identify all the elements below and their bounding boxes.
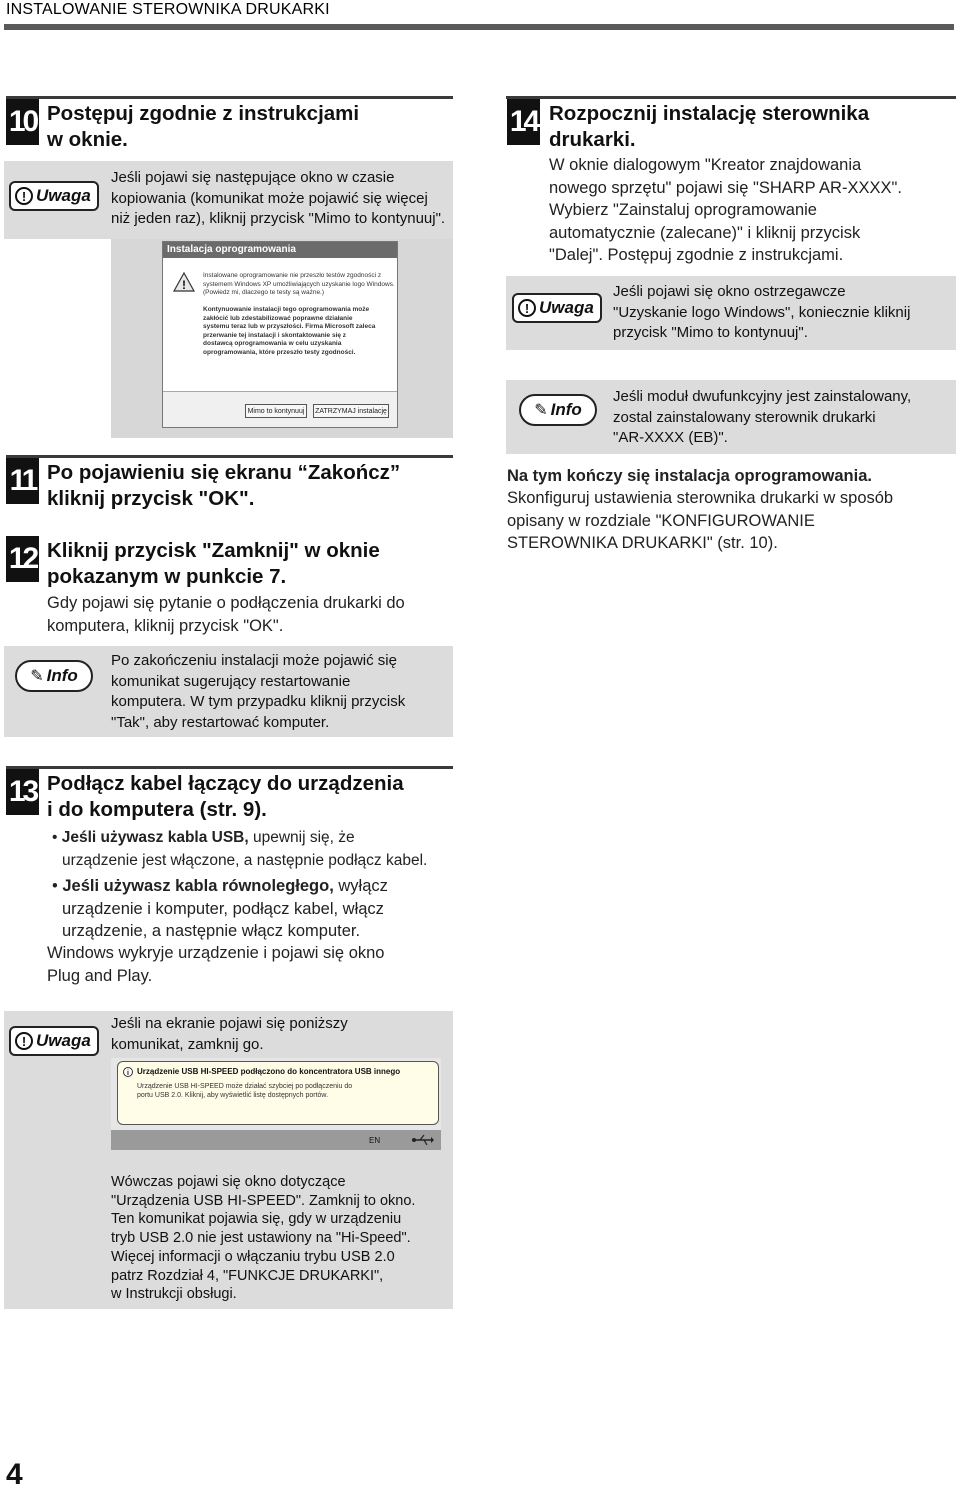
- step10-number: 10: [6, 99, 39, 145]
- note-line: kopiowania (komunikat może pojawić się więcej: [111, 189, 428, 207]
- uwaga-badge: [9, 1026, 99, 1056]
- dialog-line: oprogramowania, które przeszło testy zgodności.: [203, 348, 356, 356]
- step10-title-line: Postępuj zgodnie z instrukcjami: [47, 102, 360, 125]
- step13-bullet-usb: [52, 827, 427, 872]
- note-line: tryb USB 2.0 nie jest ustawiony na "Hi-Speed".: [111, 1230, 411, 1247]
- step14-title-line: drukarki.: [549, 128, 636, 151]
- body-line: STEROWNIKA DRUKARKI" (str. 10).: [507, 534, 778, 552]
- note-line: Jeśli pojawi się następujące okno w czasie: [111, 169, 395, 186]
- uwaga-badge: [9, 181, 99, 211]
- dialog-line: systemu teraz lub w przyszłości. Firma Microsoft zaleca: [203, 323, 376, 331]
- step14-title-line: Rozpocznij instalację sterownika: [549, 102, 870, 125]
- body-line: Skonfiguruj ustawienia sterownika drukarki w sposób: [507, 489, 894, 507]
- step12-title-line: Kliknij przycisk "Zamknij" w oknie: [47, 539, 380, 562]
- dialog-para-1: [203, 272, 395, 298]
- note-line: Wówczas pojawi się okno dotyczące: [111, 1174, 346, 1190]
- step11-title: [47, 460, 400, 512]
- bullet-line: urządzenie i komputer, podłącz kabel, włącz: [62, 899, 384, 918]
- step13-number: 13: [6, 769, 39, 815]
- dialog-line: dostawcą oprogramowania w celu uzyskania: [203, 340, 342, 348]
- dialog-line: (Powiedz mi, dlaczego te testy są ważne.): [203, 289, 325, 297]
- dialog-line: systemem Windows XP umożliwiających uzyskanie logo Windows.: [203, 280, 395, 288]
- body-line: Wybierz "Zainstaluj oprogramowanie: [549, 201, 817, 219]
- body-line: Windows wykryje urządzenie i pojawi się okno: [47, 944, 385, 962]
- note-line: zostal zainstalowany sterownik drukarki: [613, 408, 876, 426]
- bullet-line: • Jeśli używasz kabla USB, upewnij się, że: [52, 829, 355, 846]
- step13-title: [47, 771, 404, 823]
- continue-anyway-button[interactable]: Mimo to kontynuuj: [245, 404, 307, 418]
- note-line: przycisk "Mimo to kontynuuj".: [613, 324, 808, 341]
- uwaga-label: Uwaga: [539, 298, 594, 317]
- dialog-line: zakłócić lub zdestabilizować poprawne działanie: [203, 314, 353, 322]
- step11-rule: [6, 455, 453, 458]
- header-title: INSTALOWANIE STEROWNIKA DRUKARKI: [6, 1, 330, 18]
- bullet-bold: Jeśli używasz kabla USB,: [61, 829, 249, 846]
- note-line: "Uzyskanie logo Windows", koniecznie kliknij: [613, 303, 911, 321]
- step11-title-line: Po pojawieniu się ekranu “Zakończ”: [47, 461, 401, 484]
- step14-number: 14: [507, 99, 540, 145]
- body-line: W oknie dialogowym "Kreator znajdowania: [549, 156, 862, 174]
- note-line: "AR-XXXX (EB)".: [613, 429, 728, 446]
- note-line: Jeśli moduł dwufunkcyjny jest zainstalowany,: [613, 388, 912, 405]
- step12-title-line: pokazanym w punkcie 7.: [47, 565, 287, 588]
- exclamation-icon: !: [518, 299, 536, 317]
- body-line: Gdy pojawi się pytanie o podłączenia drukarki do: [47, 594, 405, 612]
- note-line: Ten komunikat pojawia się, gdy w urządzeniu: [111, 1211, 402, 1228]
- note-line: komunikat sugerujący restartowanie: [111, 672, 351, 690]
- note-line: komputera. W tym przypadku kliknij przycisk: [111, 693, 406, 710]
- note-line: "Tak", aby restartować komputer.: [111, 713, 330, 731]
- uwaga-label: Uwaga: [36, 186, 91, 205]
- step13-title-line: i do komputera (str. 9).: [47, 798, 267, 821]
- step14-title: [549, 101, 869, 153]
- step12-title: [47, 538, 380, 590]
- step13-rule: [6, 766, 453, 769]
- dialog-line: Kontynuowanie instalacji tego oprogramowania może: [203, 306, 370, 313]
- step12-body: [47, 592, 405, 637]
- page-number: 4: [6, 1458, 23, 1490]
- step12-info-text: [111, 651, 405, 733]
- note-line: "Urządzenia USB HI-SPEED". Zamknij to okno.: [111, 1192, 416, 1209]
- usb-balloon-title: Urządzenie USB HI-SPEED podłączono do koncentratora USB innego: [137, 1067, 401, 1076]
- step14-note-text: [613, 282, 910, 344]
- language-indicator[interactable]: EN: [369, 1136, 381, 1145]
- body-line: komputera, kliknij przycisk "OK".: [47, 616, 284, 635]
- step14-final: [507, 487, 893, 555]
- dialog-para-2: [203, 306, 375, 358]
- exclamation-icon: !: [15, 1032, 33, 1050]
- info-badge: [519, 394, 597, 426]
- stop-installation-button[interactable]: ZATRZYMAJ instalację: [313, 404, 389, 418]
- note-line: patrz Rozdział 4, "FUNKCJE DRUKARKI",: [111, 1267, 384, 1284]
- bullet-bold: Jeśli używasz kabla równoległego,: [62, 877, 334, 895]
- dialog-line: Instalowane oprogramowanie nie przeszło testów zgodności z: [203, 272, 382, 279]
- note-line: Jeśli pojawi się okno ostrzegawcze: [613, 283, 846, 300]
- usb-balloon-body: [137, 1082, 352, 1100]
- step11-title-line: kliknij przycisk "OK".: [47, 487, 255, 510]
- body-line: "Dalej". Postępuj zgodnie z instrukcjami.: [549, 246, 844, 264]
- bullet-line: • Jeśli używasz kabla równoległego, wyłącz: [52, 877, 388, 895]
- usb-line: Urządzenie USB HI-SPEED może działać szybciej po podłączeniu do: [137, 1083, 353, 1090]
- note-line: Więcej informacji o włączaniu trybu USB 2.0: [111, 1248, 395, 1265]
- step12-number: 12: [6, 536, 39, 582]
- software-installation-dialog: [162, 241, 398, 428]
- bullet-rest: wyłącz: [333, 877, 388, 895]
- header-rule: [4, 24, 954, 30]
- step14-rule: [506, 96, 956, 99]
- uwaga-badge: [512, 293, 602, 323]
- dialog-title: Instalacja oprogramowania: [163, 242, 397, 258]
- usb-line: portu USB 2.0. Kliknij, aby wyświetlić listę dostępnych portów.: [137, 1092, 329, 1099]
- note-line: Po zakończeniu instalacji może pojawić się: [111, 652, 397, 669]
- step13-body: [47, 942, 384, 987]
- step13-note-bottom: [111, 1173, 415, 1304]
- note-line: Jeśli na ekranie pojawi się poniższy: [111, 1015, 348, 1032]
- step14-final-bold: Na tym kończy się instalacja oprogramowania.: [507, 467, 872, 485]
- note-line: w Instrukcji obsługi.: [111, 1286, 237, 1303]
- step10-title-line: w oknie.: [47, 128, 128, 151]
- step13-title-line: Podłącz kabel łączący do urządzenia: [47, 772, 404, 795]
- step10-rule: [6, 96, 453, 99]
- usb-notification-screenshot: [111, 1058, 441, 1150]
- warning-icon: [173, 272, 195, 292]
- info-label: Info: [550, 400, 582, 419]
- pencil-icon: ✎: [30, 668, 44, 685]
- bullet-line: urządzenie, a następnie włącz komputer.: [62, 922, 361, 940]
- svg-text:!: !: [182, 278, 186, 292]
- taskbar: [111, 1130, 441, 1150]
- body-line: automatycznie (zalecane)" i kliknij przycisk: [549, 223, 861, 242]
- dialog-footer: [163, 391, 397, 427]
- info-badge: [15, 660, 93, 692]
- body-line: nowego sprzętu" pojawi się "SHARP AR-XXXX".: [549, 178, 902, 197]
- step11-number: 11: [6, 458, 39, 504]
- step10-note-text: [111, 168, 445, 230]
- usb-tray-icon[interactable]: [411, 1132, 435, 1148]
- step13-note-top: [111, 1014, 348, 1055]
- usb-balloon[interactable]: [117, 1061, 439, 1125]
- dialog-line: przerwanie tej instalacji i skontaktowanie się z: [203, 331, 347, 339]
- step14-info-text: [613, 387, 911, 449]
- pencil-icon: ✎: [534, 402, 548, 419]
- page-header: [0, 0, 960, 30]
- body-line: Plug and Play.: [47, 966, 153, 985]
- step14-body: [549, 154, 902, 267]
- info-label: Info: [46, 666, 78, 685]
- bullet-line: urządzenie jest włączone, a następnie podłącz kabel.: [62, 851, 428, 869]
- svg-text:i: i: [127, 1070, 129, 1077]
- step13-bullet-parallel: [52, 875, 388, 943]
- note-line: niż jeden raz), kliknij przycisk "Mimo to kontynuuj".: [111, 210, 446, 227]
- bullet-rest: upewnij się, że: [248, 829, 355, 846]
- note-line: komunikat, zamknij go.: [111, 1035, 264, 1053]
- body-line: opisany w rozdziale "KONFIGUROWANIE: [507, 511, 815, 530]
- uwaga-label: Uwaga: [36, 1031, 91, 1050]
- info-circle-icon: [123, 1067, 133, 1077]
- exclamation-icon: !: [15, 187, 33, 205]
- step10-title: [47, 101, 359, 153]
